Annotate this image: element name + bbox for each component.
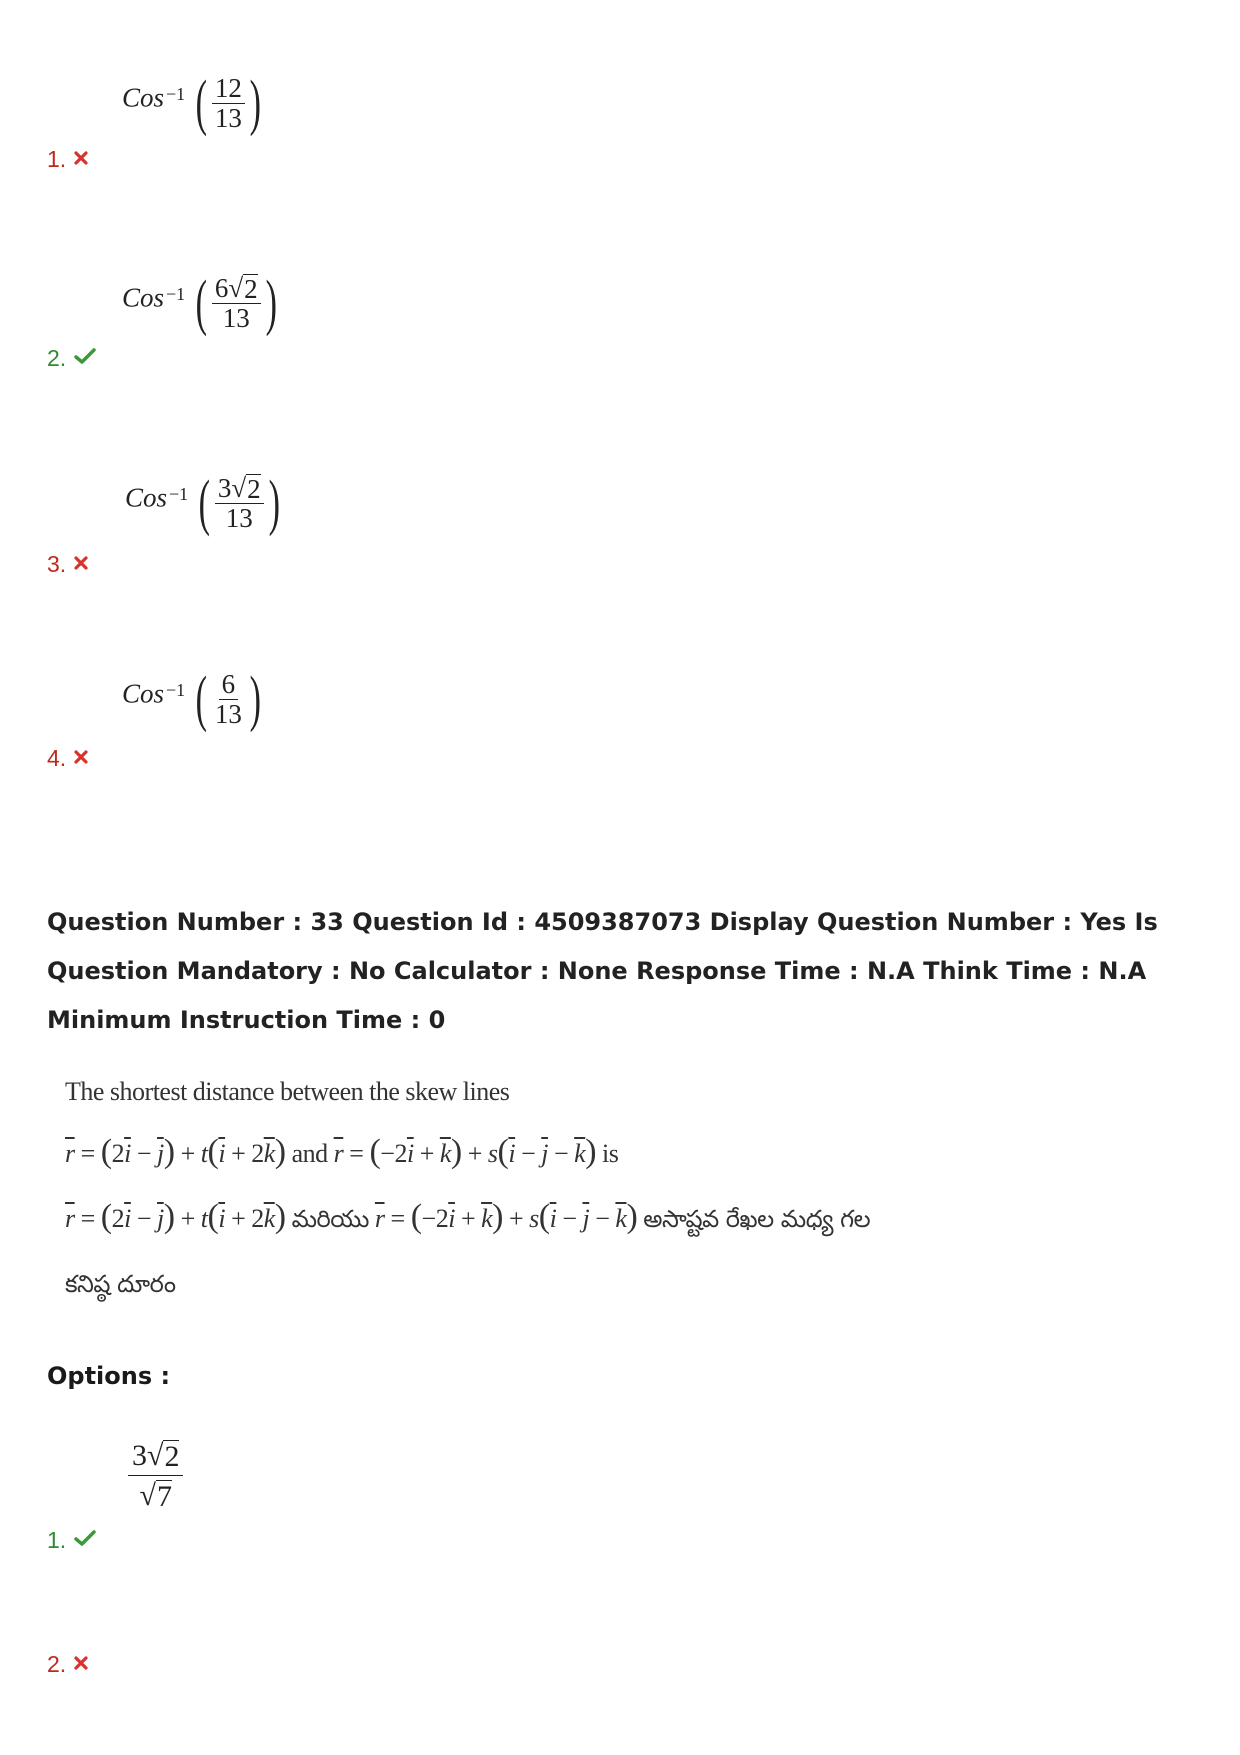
option-number: 2. [47,345,67,371]
check-icon [74,1530,96,1550]
numerator: 3√ 2 [215,474,264,504]
cross-icon [74,749,88,768]
option-1[interactable] [47,1527,96,1554]
numerator: 6√ 2 [212,274,261,304]
check-icon [74,348,96,368]
prev-option-3 [47,551,88,578]
cos-function: Cos [122,678,165,709]
question-telugu-equation: $\overline{r} = (2\overline{i} - \overline{j}) + t(\overline{i} + 2\overline{k})$ మరియు $\overline{r} = (-2\overline{i} + \overline{k}) + s(\overline{i} - \overline{j} - \overline{k})$ అసాష్టవ రేఖల మధ్య గల [65,1198,871,1235]
numerator: 12 [212,74,245,103]
prev-option-1 [47,146,88,173]
power: −1 [166,680,186,701]
option-number: 1. [47,1527,67,1553]
question-english-equation: $\overline{r} = (2\overline{i} - \overline{j}) + t(\overline{i} + 2\overline{k})$ and $\overline{r} = (-2\overline{i} + \overline{k}) + s(\overline{i} - \overline{j} - \overline{k})$ is [65,1133,619,1170]
fraction-group: ( 3√ 2 13 ) [198,469,280,537]
option-number: 2. [47,1651,67,1677]
telugu-tail: అసాష్టవ రేఖల మధ్య గల [643,1205,871,1233]
telugu-and-word: మరియు [291,1205,369,1233]
cross-icon [74,555,88,574]
fraction-group: ( 6√ 2 13 ) [195,269,277,337]
cos-function: Cos [125,482,168,513]
fraction-group: ( $\frac{12}{13}$ ) [195,69,261,137]
option-2[interactable] [47,1651,88,1678]
cross-icon [74,1655,88,1674]
is-word: is [602,1139,619,1168]
fraction [212,74,245,132]
denominator: 13 [225,503,253,533]
prev-option-2-formula [122,269,281,337]
denominator: √ 7 [139,1478,172,1513]
denominator: 13 [214,102,242,133]
power: −1 [166,284,186,305]
question-telugu-line3: కనిష్ఠ దూరం [65,1270,176,1298]
fraction [128,1440,183,1512]
denominator: 13 [214,698,242,729]
prev-option-1-formula [122,69,266,137]
option-number: 4. [47,745,67,771]
question-english-intro: The shortest distance between the skew lines [65,1077,510,1106]
option-1-formula [128,1440,183,1512]
option-number: 3. [47,551,67,577]
numerator: 6 [219,670,239,699]
numerator: 3√ 2 [128,1440,183,1476]
power: −1 [169,484,189,505]
denominator: 13 [222,303,250,333]
fraction-group: ( $\frac{6}{13}$ ) [195,665,261,733]
prev-option-2 [47,345,96,372]
fraction [212,670,245,728]
fraction [215,474,264,533]
question-header: Question Number : 33 Question Id : 4509387073 Display Question Number : Yes Is Question Mandatory : No Calculator : None Response Time : N.A Think Time : N.A Minimum Instruction Time : 0 [47,908,1158,1034]
cos-function: Cos [122,282,165,313]
prev-option-4-formula [122,665,266,733]
cross-icon [74,150,88,169]
and-word: and [291,1139,328,1168]
prev-option-4 [47,745,88,772]
option-number: 1. [47,146,67,172]
fraction [212,274,261,333]
power: −1 [166,84,186,105]
options-label: Options : [47,1362,171,1390]
cos-function: Cos [122,82,165,113]
prev-option-3-formula [125,469,284,537]
